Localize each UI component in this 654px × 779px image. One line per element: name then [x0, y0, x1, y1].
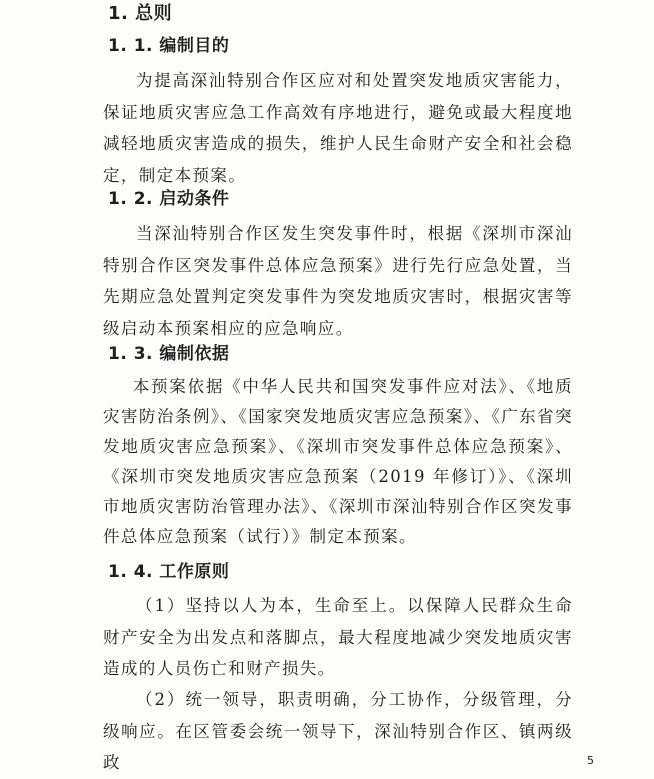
section-1-2-paragraph: 当深汕特别合作区发生突发事件时，根据《深圳市深汕特别合作区突发事件总体应急预案》进行先行应急处置，当先期应急处置判定突发事件为突发地质灾害时，根据灾害等级启动本预案相应的应急响应。 [103, 224, 573, 338]
section-1-3-heading: 1. 3. 编制依据 [108, 344, 230, 364]
page-number: 5 [587, 754, 594, 767]
section-1-4-item-1: （1）坚持以人为本，生命至上。以保障人民群众生命财产安全为出发点和落脚点，最大程度地减少突发地质灾害造成的人员伤亡和财产损失。 [103, 596, 573, 678]
section-1-4-heading: 1. 4. 工作原则 [108, 562, 230, 582]
section-1-4-item-2: （2）统一领导，职责明确，分工协作，分级管理，分级响应。在区管委会统一领导下，深汕特别合作区、镇两级政 [103, 690, 573, 772]
section-1-heading: 1. 总则 [108, 3, 173, 24]
section-1-1-heading: 1. 1. 编制目的 [108, 36, 230, 56]
section-1-1-paragraph: 为提高深汕特别合作区应对和处置突发地质灾害能力，保证地质灾害应急工作高效有序地进行，避免或最大程度地减轻地质灾害造成的损失，维护人民生命财产安全和社会稳定，制定本预案。 [103, 71, 573, 185]
section-1-3-paragraph: 本预案依据《中华人民共和国突发事件应对法》、《地质灾害防治条例》、《国家突发地质灾害应急预案》、《广东省突发地质灾害应急预案》、《深圳市突发事件总体应急预案》、《深圳市突发地质灾害应急预案（2019 年修订）》、《深圳市地质灾害防治管理办法》、《深圳市深汕特别合作区突发事件总体应急预案（试行）》制定本预案。 [103, 377, 573, 546]
section-1-2-heading: 1. 2. 启动条件 [108, 189, 230, 209]
